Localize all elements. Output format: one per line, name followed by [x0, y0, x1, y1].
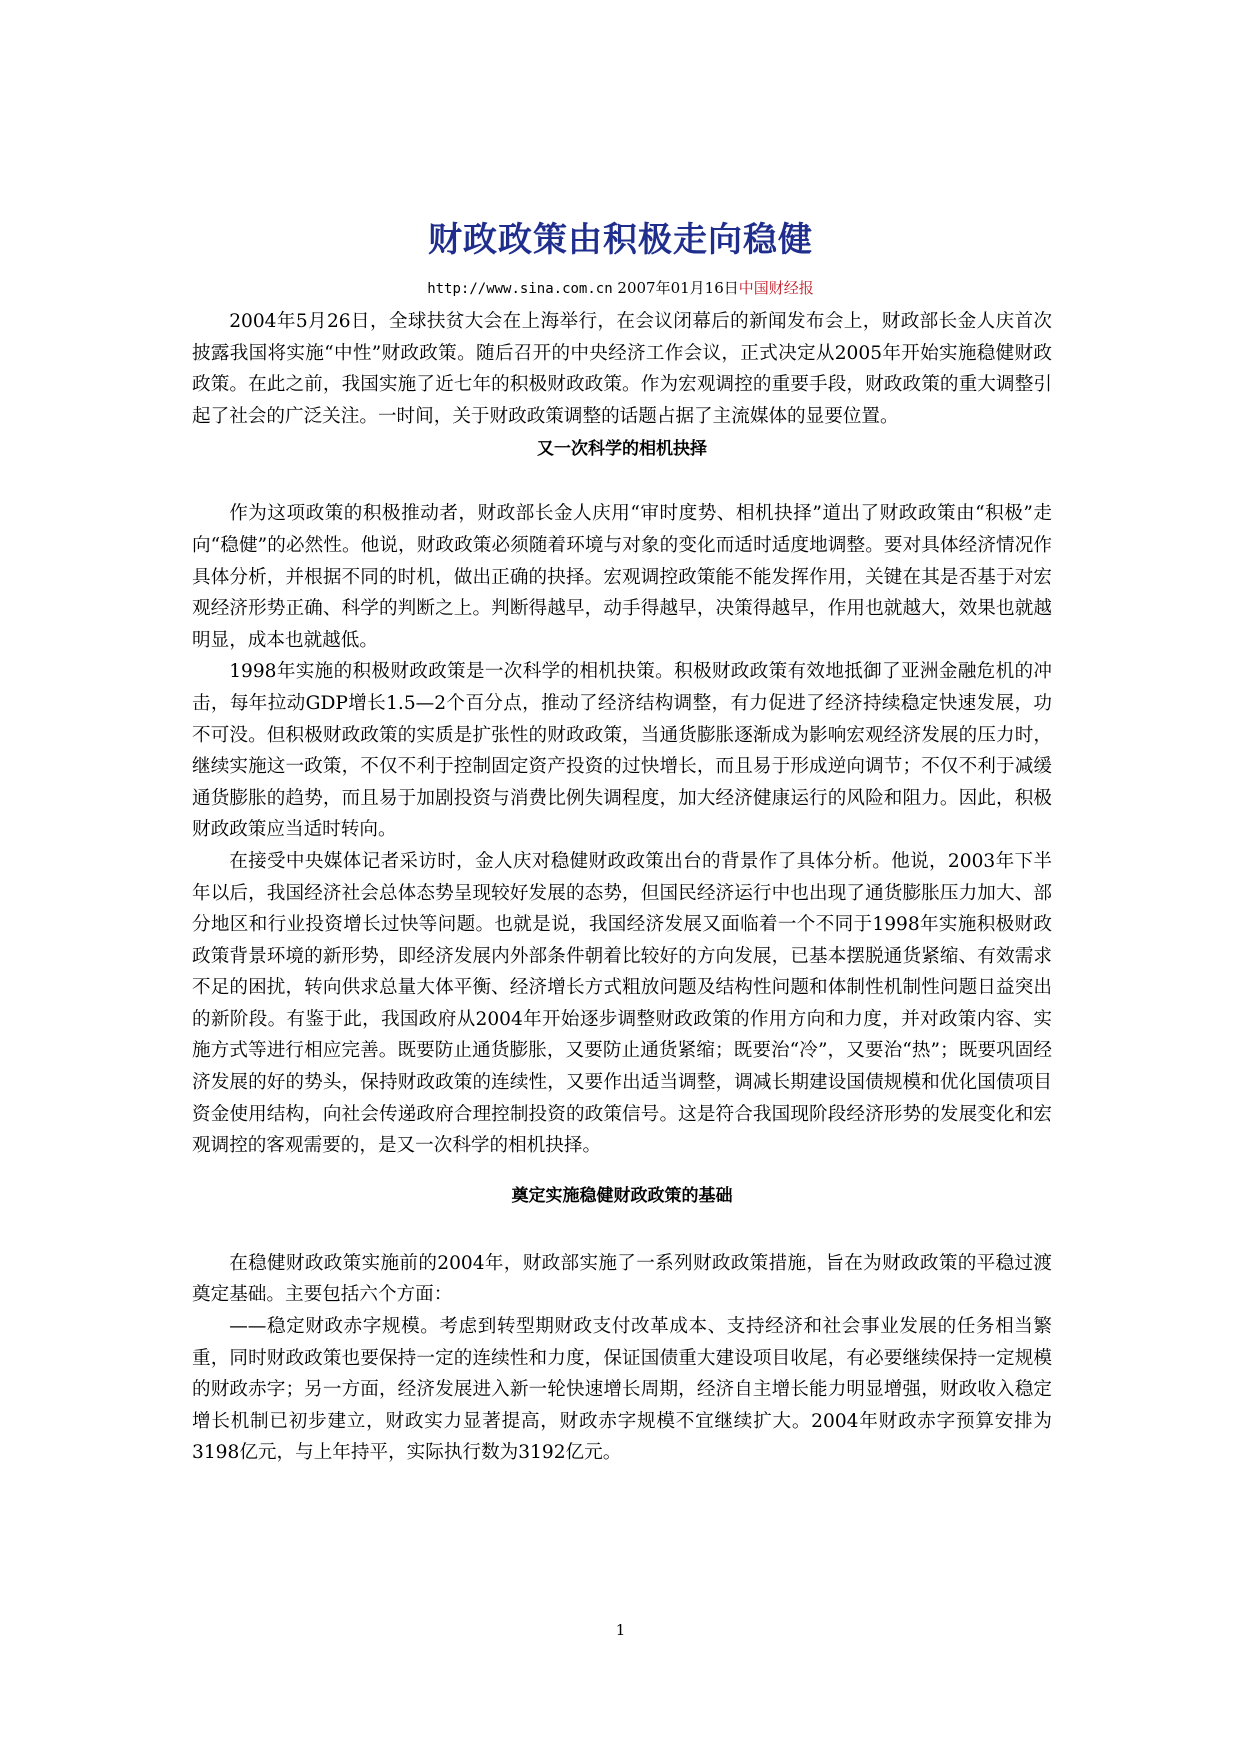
article-title: 财政政策由积极走向稳健 [428, 220, 813, 260]
paragraph-section1-2: 1998年实施的积极财政政策是一次科学的相机抉策。积极财政政策有效地抵御了亚洲金融危机的冲击，每年拉动GDP增长1.5—2个百分点，推动了经济结构调整，有力促进了经济持续稳定快速发展，功不可没。但积极财政政策的实质是扩张性的财政政策，当通货膨胀逐渐成为影响宏观经济发展的压力时，继续实施这一政策，不仅不利于控制固定资产投资的过快增长，而且易于形成逆向调节；不仅不利于减缓通货膨胀的趋势，而且易于加剧投资与消费比例失调程度，加大经济健康运行的风险和阻力。因此，积极财政政策应当适时转向。 [192, 661, 1052, 841]
paragraph-intro: 2004年5月26日，全球扶贫大会在上海举行，在会议闭幕后的新闻发布会上，财政部长金人庆首次披露我国将实施“中性”财政政策。随后召开的中央经济工作会议，正式决定从2005年开始实施稳健财政政策。在此之前，我国实施了近七年的积极财政政策。作为宏观调控的重要手段，财政政策的重大调整引起了社会的广泛关注。一时间，关于财政政策调整的话题占据了主流媒体的显要位置。 [192, 311, 1052, 427]
paragraph-section1-1: 作为这项政策的积极推动者，财政部长金人庆用“审时度势、相机抉择”道出了财政政策由“积极”走向“稳健”的必然性。他说，财政政策必须随着环境与对象的变化而适时适度地调整。要对具体经济情况作具体分析，并根据不同的时机，做出正确的抉择。宏观调控政策能不能发挥作用，关键在其是否基于对宏观经济形势正确、科学的判断之上。判断得越早，动手得越早，决策得越早，作用也就越大，效果也就越明显，成本也就越低。 [192, 503, 1052, 651]
source-publication-link[interactable]: 中国财经报 [738, 279, 814, 297]
article-body [192, 306, 1052, 1469]
paragraph-section2-1: 在稳健财政政策实施前的2004年，财政部实施了一系列财政政策措施，旨在为财政政策的平稳过渡奠定基础。主要包括六个方面： [192, 1252, 1052, 1306]
source-url-link[interactable]: http://www.sina.com.cn [427, 281, 613, 297]
page-number: 1 [615, 1621, 626, 1639]
article-source-line [0, 277, 1241, 300]
section-heading-2: 奠定实施稳健财政政策的基础 [511, 1185, 733, 1206]
section-heading-1: 又一次科学的相机抉择 [537, 439, 707, 460]
paragraph-section2-2: ——稳定财政赤字规模。考虑到转型期财政支付改革成本、支持经济和社会事业发展的任务相当繁重，同时财政政策也要保持一定的连续性和力度，保证国债重大建设项目收尾，有必要继续保持一定规模的财政赤字；另一方面，经济发展进入新一轮快速增长周期，经济自主增长能力明显增强，财政收入稳定增长机制已初步建立，财政实力显著提高，财政赤字规模不宜继续扩大。2004年财政赤字预算安排为3198亿元，与上年持平，实际执行数为3192亿元。 [192, 1316, 1052, 1464]
source-date: 2007年01月16日 [617, 279, 739, 297]
paragraph-section1-3: 在接受中央媒体记者采访时，金人庆对稳健财政政策出台的背景作了具体分析。他说，2003年下半年以后，我国经济社会总体态势呈现较好发展的态势，但国民经济运行中也出现了通货膨胀压力加大、部分地区和行业投资增长过快等问题。也就是说，我国经济发展又面临着一个不同于1998年实施积极财政政策背景环境的新形势，即经济发展内外部条件朝着比较好的方向发展，已基本摆脱通货紧缩、有效需求不足的困扰，转向供求总量大体平衡、经济增长方式粗放问题及结构性问题和体制性机制性问题日益突出的新阶段。有鉴于此，我国政府从2004年开始逐步调整财政政策的作用方向和力度，并对政策内容、实施方式等进行相应完善。既要防止通货膨胀，又要防止通货紧缩；既要治“冷”，又要治“热”；既要巩固经济发展的好的势头，保持财政政策的连续性，又要作出适当调整，调减长期建设国债规模和优化国债项目资金使用结构，向社会传递政府合理控制投资的政策信号。这是符合我国现阶段经济形势的发展变化和宏观调控的客观需要的，是又一次科学的相机抉择。 [192, 850, 1052, 1157]
